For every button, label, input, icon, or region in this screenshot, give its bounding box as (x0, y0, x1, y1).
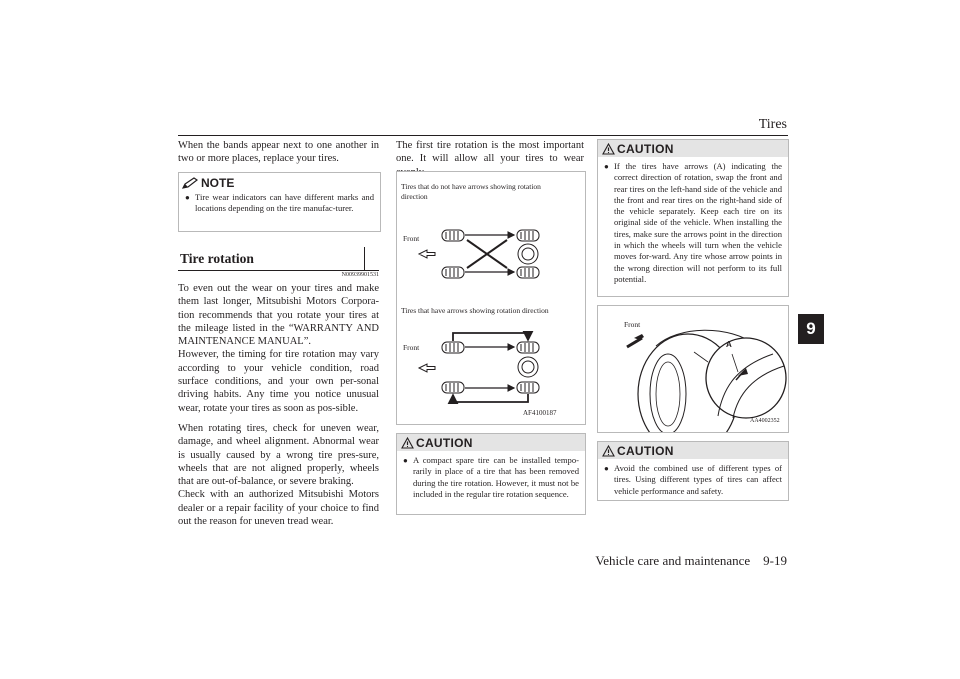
paragraph-rotation-timing: However, the timing for tire rotation may vary according to your vehicle condition, road surface conditions, and your own per-sonal driving habits. Any time you notice unusual wear, rotate your tires as soon as pos-sible. (178, 349, 379, 414)
caution-bullet (397, 451, 585, 504)
middle-intro: The first tire rotation is the most important one. It will allow all your tires to wear (396, 140, 584, 165)
note-box (178, 172, 381, 232)
warning-icon (602, 445, 615, 457)
spare-tire (518, 244, 538, 264)
tire-rear-right-2 (517, 382, 539, 393)
caution-header (598, 442, 788, 459)
tire-rear-right (517, 267, 539, 278)
header-rule (178, 135, 788, 136)
callout-a: A (726, 340, 732, 349)
bullet-icon: ● (604, 464, 609, 473)
caution-box-spare (396, 433, 586, 515)
spare-tire-2 (518, 357, 538, 377)
note-header (179, 173, 380, 190)
tire-illustration (598, 306, 788, 432)
caution-text: Avoid the combined use of different types of tires. Using different types of tires can affect vehicle performance and safety. (614, 463, 782, 496)
caution-label: CAUTION (617, 443, 674, 458)
bullet-icon: ● (604, 162, 609, 171)
caution-header (598, 140, 788, 157)
bullet-icon: ● (185, 193, 190, 202)
caution-text: A compact spare tire can be installed tempo-rarily in place of a tire that has been removed during the tire rotation. However, it must not be included in the regular tire rotation sequence. (413, 455, 579, 499)
figure-code: AA4002352 (750, 418, 780, 424)
footer-section: Vehicle care and maintenance (595, 553, 751, 568)
note-text: Tire wear indicators can have different marks and locations depending on the tire manufac-turer. (195, 192, 374, 214)
warning-icon (401, 437, 414, 449)
caution-label: CAUTION (617, 141, 674, 156)
paragraph-dealer-check: Check with an authorized Mitsubishi Motors dealer or a repair facility of your choice to find out the reason for uneven tread wear. (178, 489, 379, 528)
caution-box-arrows (597, 139, 789, 297)
rotation-figure (396, 171, 586, 425)
front-arrow-icon (419, 250, 435, 258)
front-arrow-icon (626, 334, 644, 348)
front-arrow-icon-2 (419, 364, 435, 372)
caution-bullet (598, 157, 788, 289)
label-arrows: Tires that have arrows showing rotation direction (401, 306, 549, 315)
caution-header (397, 434, 585, 451)
figure-code: AF4100187 (523, 409, 557, 417)
footer-page-number: 9-19 (763, 553, 787, 568)
paragraph-rotation-recommendation: To even out the wear on your tires and make them last longer, Mitsubishi Motors Corpora-tion recommends that you rotate your tires at the mileage listed in the “WARRANTY AND MAINTENANCE MANUAL”. (178, 283, 379, 348)
section-code: N00939901531 (341, 272, 379, 278)
tire-front-right (517, 230, 539, 241)
bullet-icon: ● (403, 456, 408, 465)
left-body (178, 282, 379, 528)
section-rule-end (364, 247, 365, 270)
front-label: Front (624, 320, 641, 329)
tire-rear-left (442, 267, 464, 278)
page-header-title: Tires (758, 117, 787, 132)
chapter-tab[interactable]: 9 (798, 314, 824, 344)
rotation-arrows-same-side (453, 333, 528, 402)
section-rule (178, 270, 379, 271)
front-label-2: Front (403, 343, 420, 352)
tire-front-left (442, 230, 464, 241)
pencil-icon (182, 177, 198, 189)
note-bullet (179, 190, 380, 219)
warning-icon (602, 143, 615, 155)
left-intro: When the bands appear next to one another in two or more places, replace your tires. (178, 140, 379, 165)
tire-rear-left-2 (442, 382, 464, 393)
tire-front-left-2 (442, 342, 464, 353)
page-footer (595, 553, 787, 569)
front-label-1: Front (403, 234, 420, 243)
note-label: NOTE (201, 176, 235, 190)
rotation-arrows-cross (465, 235, 514, 272)
caution-box-mixed-tires (597, 441, 789, 501)
caution-label: CAUTION (416, 435, 473, 450)
section-title: Tire rotation (180, 251, 254, 266)
caution-bullet (598, 459, 788, 501)
tire-arrow-figure (597, 305, 789, 433)
label-no-arrows: Tires that do not have arrows showing rotation direction (401, 182, 541, 201)
rotation-diagram (397, 172, 583, 422)
paragraph-check-wear: When rotating tires, check for uneven wear, damage, and wheel alignment. Abnormal wear is usually caused by a wrong tire pres-sure, wheels that are not aligned properly, wheels that are out-of-balance, or severe braking. (178, 422, 379, 488)
caution-text: If the tires have arrows (A) indicating the correct direction of rotation, swap the front and rear tires on the left-hand side of the vehicle and the front and rear tires on the right-hand side of the vehicle separately. Keep each tire on its original side of the vehicle. When installing the tires, make sure the arrows point in the direction in which the wheels will turn when the vehicle moves for-ward. Any tire whose arrow points in the wrong direction will not perform to its full potential. (614, 161, 782, 284)
tire-front-right-2 (517, 342, 539, 353)
